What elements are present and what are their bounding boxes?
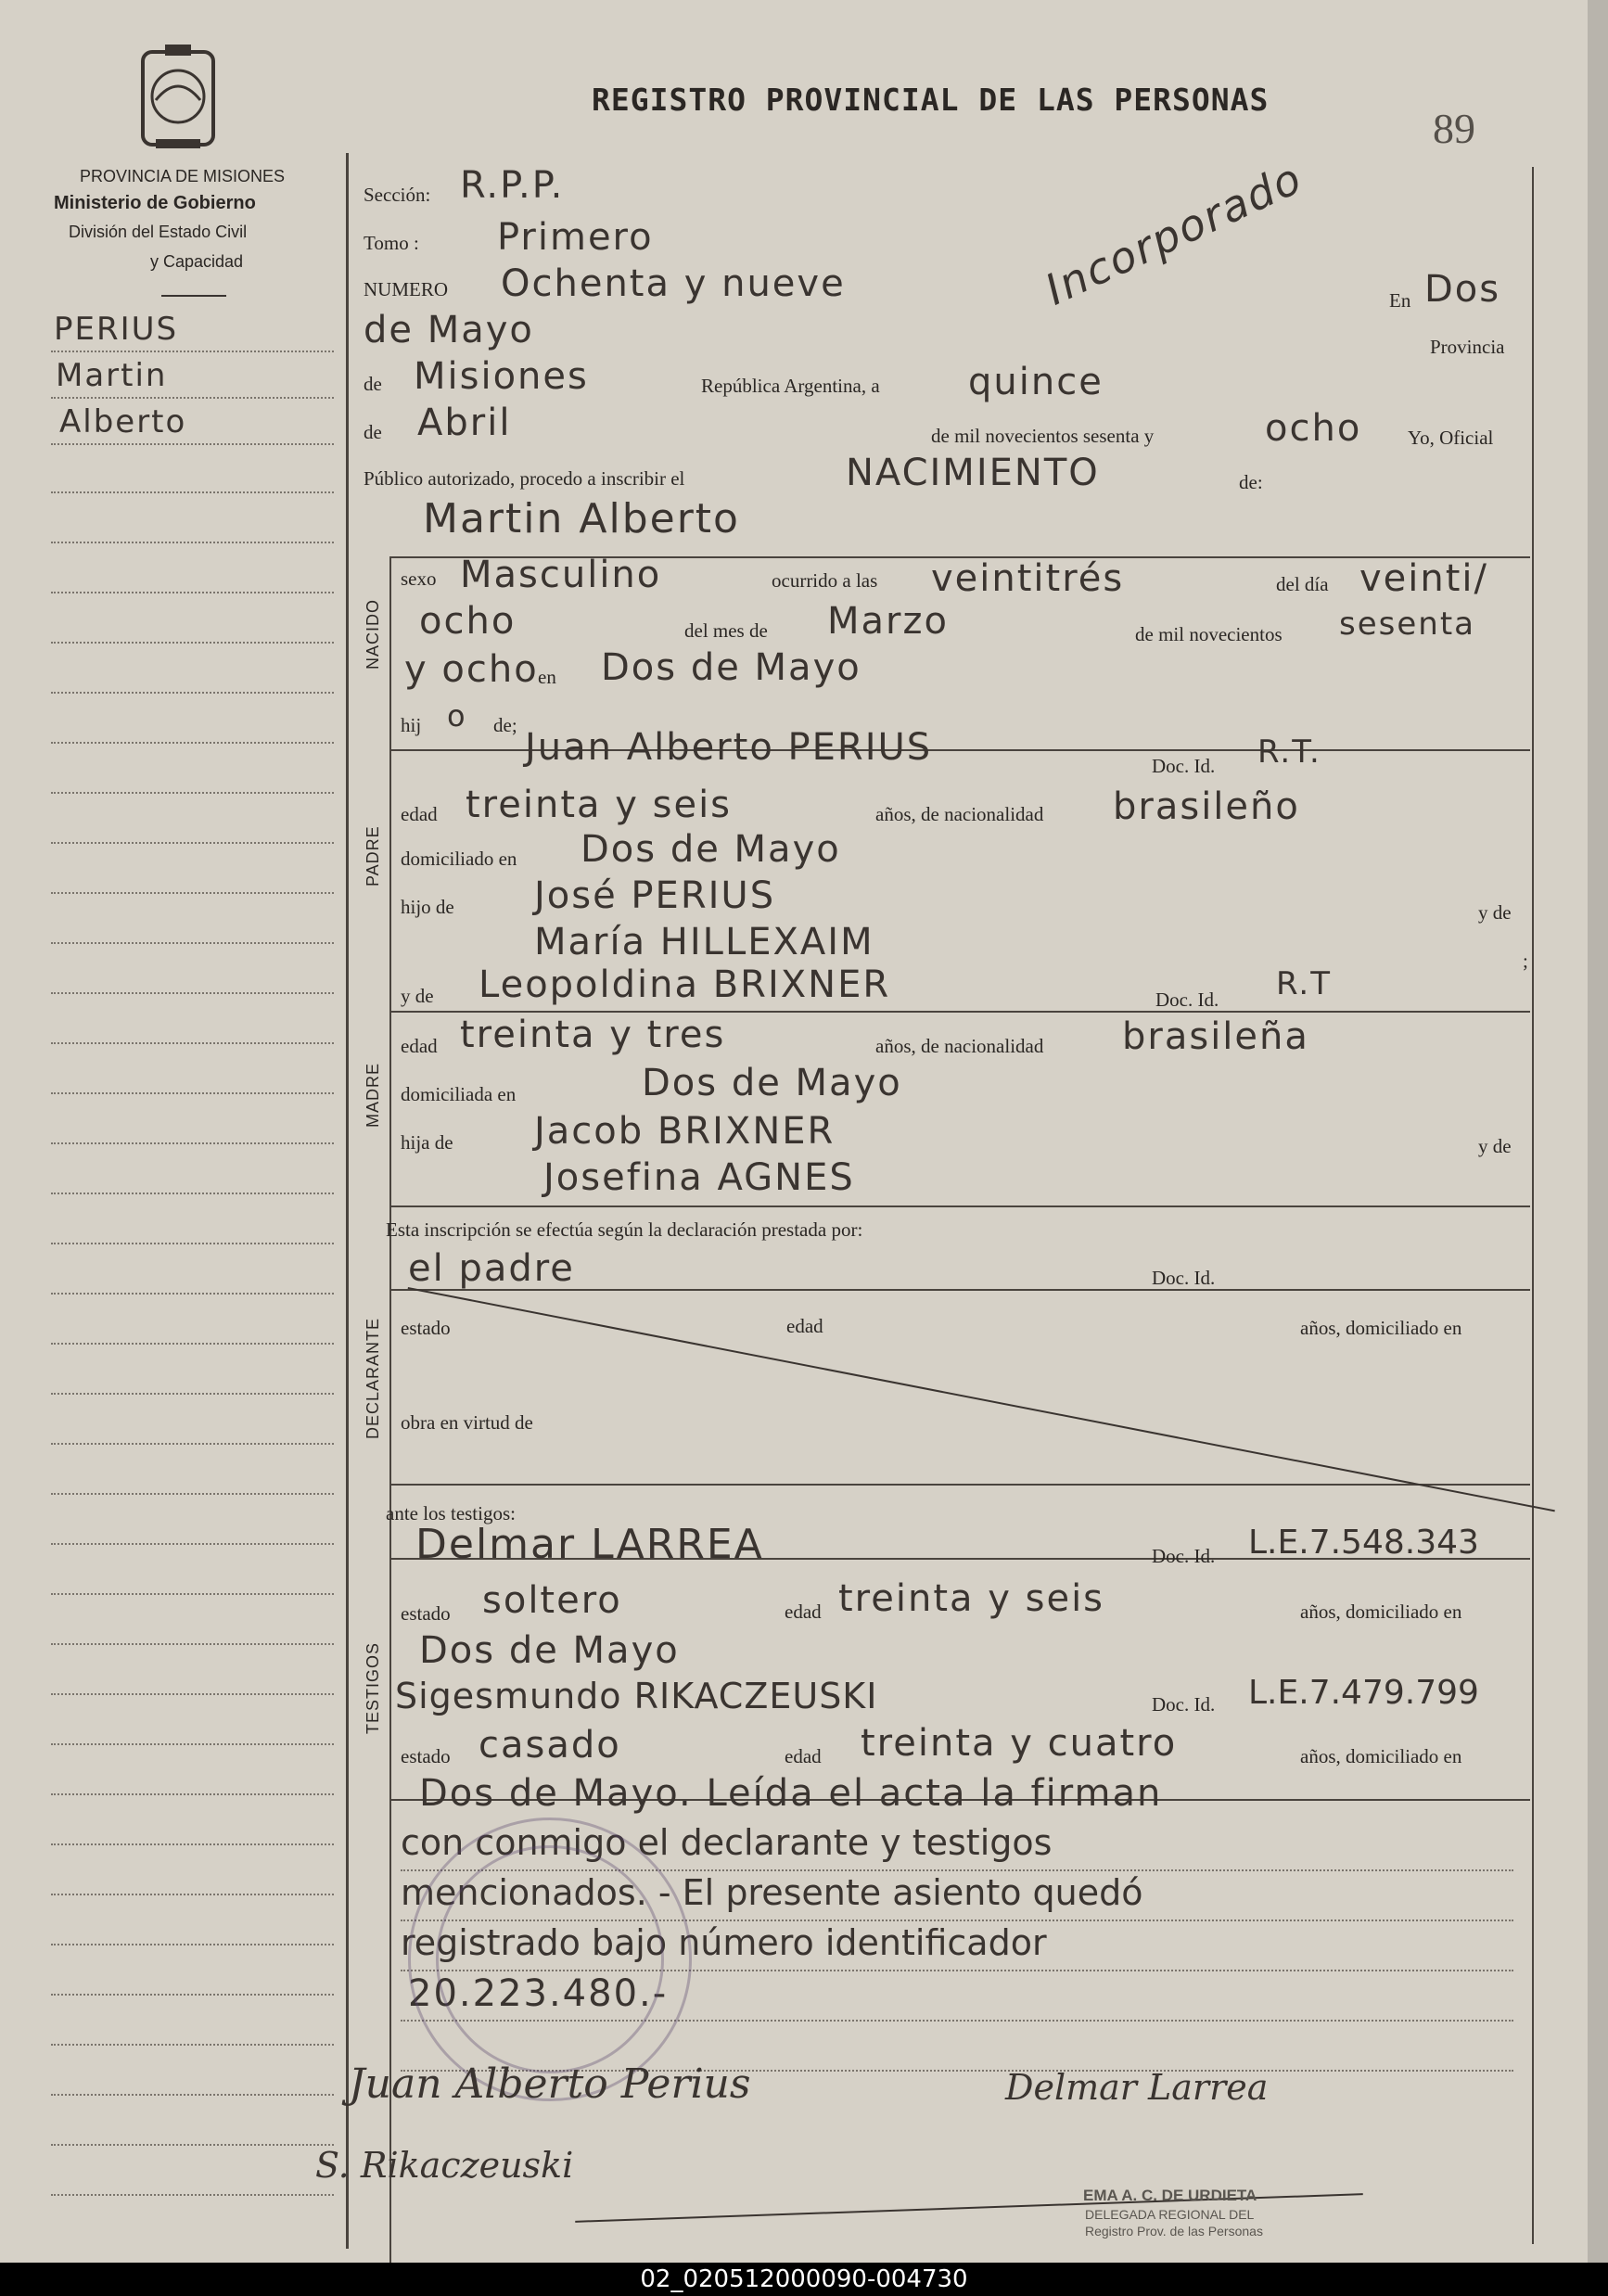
signature-testigo1: Delmar Larrea bbox=[1005, 2067, 1269, 2108]
provincia-label: PROVINCIA DE MISIONES bbox=[80, 167, 286, 185]
page-title: REGISTRO PROVINCIAL DE LAS PERSONAS bbox=[592, 82, 1270, 118]
dia-nac1-value: veinti/ bbox=[1359, 557, 1489, 600]
provincia-label-inline: Provincia bbox=[1430, 336, 1505, 358]
signature-testigo2: S. Rikaczeuski bbox=[315, 2145, 574, 2186]
mil-label: de mil novecientos sesenta y bbox=[931, 425, 1155, 447]
de-label-3: de: bbox=[1239, 471, 1263, 493]
padre-hijode-label: hijo de bbox=[401, 896, 454, 918]
madre-nac-label: años, de nacionalidad bbox=[875, 1035, 1044, 1057]
page-number: 89 bbox=[1433, 105, 1475, 152]
madre-yde-label: y de bbox=[401, 985, 434, 1007]
testigo1-estado-value: soltero bbox=[482, 1579, 622, 1622]
madre-top-rule bbox=[389, 1011, 1530, 1013]
testigo1-edad-label: edad bbox=[785, 1601, 822, 1623]
numero-label: NUMERO bbox=[364, 278, 449, 300]
de-label-1: de bbox=[364, 373, 382, 395]
declarante-dom-label: años, domiciliado en bbox=[1300, 1317, 1462, 1339]
padre-yde-label: y de bbox=[1478, 901, 1512, 924]
testigo1-dom-value: Dos de Mayo bbox=[419, 1629, 680, 1672]
testigo2-edad-value: treinta y cuatro bbox=[861, 1722, 1178, 1765]
yo-label: Yo, Oficial bbox=[1408, 427, 1494, 449]
seccion-label: Sección: bbox=[364, 184, 431, 206]
right-frame-line bbox=[1532, 167, 1534, 2244]
provincia-value: Misiones bbox=[414, 355, 589, 398]
testigo2-doc-label: Doc. Id. bbox=[1152, 1693, 1216, 1716]
padre-dom-value: Dos de Mayo bbox=[581, 828, 841, 871]
margin-firstname: Martin bbox=[56, 357, 168, 394]
madre-dom-label: domiciliada en bbox=[401, 1083, 517, 1105]
madre-nombre-value: Leopoldina BRIXNER bbox=[479, 963, 891, 1006]
de-label-2: de bbox=[364, 421, 382, 443]
madre-yde2-label: y de bbox=[1478, 1135, 1512, 1157]
officer-stamp-office: Registro Prov. de las Personas bbox=[1085, 2224, 1263, 2239]
incorporado-stamp: Incorporado bbox=[1037, 152, 1310, 315]
declarante-edad-label: edad bbox=[786, 1315, 823, 1337]
signature-padre: Juan Alberto Perius bbox=[349, 2060, 751, 2108]
acto-value: NACIMIENTO bbox=[846, 452, 1100, 494]
testigo1-edad-value: treinta y seis bbox=[838, 1577, 1105, 1620]
testigo1-doc-value: L.E.7.548.343 bbox=[1248, 1524, 1479, 1562]
scan-edge bbox=[1588, 0, 1608, 2263]
nombre-value: Martin Alberto bbox=[423, 495, 740, 542]
hora-value: veintitrés bbox=[931, 557, 1125, 600]
ocurrido-label: ocurrido a las bbox=[772, 569, 878, 592]
dia-nac2-value: ocho bbox=[419, 600, 517, 643]
hij-label: hij bbox=[401, 714, 422, 736]
nota-line-1: con conmigo el declarante y testigos bbox=[401, 1822, 1053, 1863]
hijo-sufijo-value: o bbox=[447, 698, 467, 733]
en-label: En bbox=[1389, 289, 1411, 312]
testigo2-doc-value: L.E.7.479.799 bbox=[1248, 1674, 1479, 1712]
madre-nac-value: brasileña bbox=[1122, 1015, 1309, 1058]
lugar2-value: de Mayo bbox=[364, 309, 534, 351]
en2-label: en bbox=[538, 666, 556, 688]
de4-label: de; bbox=[493, 714, 517, 736]
testigo2-value: Sigesmundo RIKACZEUSKI bbox=[395, 1676, 878, 1716]
nota-line-4: 20.223.480.- bbox=[408, 1972, 669, 2015]
padre-side-label: PADRE bbox=[364, 825, 382, 887]
republica-label: República Argentina, a bbox=[701, 375, 880, 397]
nota-line-3: registrado bajo número identificador bbox=[401, 1922, 1047, 1963]
official-seal-inner bbox=[436, 1845, 664, 2073]
testigos-side-label: TESTIGOS bbox=[364, 1641, 382, 1734]
padre-doc-label: Doc. Id. bbox=[1152, 755, 1216, 777]
nota-line-2: mencionados. - El presente asiento quedó bbox=[401, 1872, 1143, 1913]
testigo2-dom-label: años, domiciliado en bbox=[1300, 1745, 1462, 1767]
declarante-doc-label: Doc. Id. bbox=[1152, 1267, 1216, 1289]
ministerio-label: Ministerio de Gobierno bbox=[54, 193, 256, 213]
sexo-label: sexo bbox=[401, 568, 437, 590]
officer-stamp-name: EMA A. C. DE URDIETA bbox=[1083, 2187, 1257, 2204]
padre-dom-label: domiciliado en bbox=[401, 848, 517, 870]
testigo1-doc-label: Doc. Id. bbox=[1152, 1545, 1216, 1567]
testigos-label: ante los testigos: bbox=[386, 1502, 516, 1524]
tomo-label: Tomo : bbox=[364, 232, 419, 254]
left-frame-line bbox=[346, 153, 349, 2249]
madre-edad-value: treinta y tres bbox=[460, 1014, 726, 1056]
madre-madre-value: Josefina AGNES bbox=[543, 1156, 855, 1199]
image-id-footer: 02_020512000090-004730 bbox=[0, 2263, 1608, 2296]
madre-dom-value: Dos de Mayo bbox=[642, 1062, 902, 1104]
provincial-crest-icon bbox=[137, 45, 219, 154]
anio-nac1-value: sesenta bbox=[1339, 606, 1475, 643]
madre-doc-value: R.T bbox=[1276, 965, 1332, 1002]
testigo2-estado-value: casado bbox=[479, 1724, 621, 1767]
declarante-bottom-rule bbox=[389, 1484, 1530, 1486]
madre-hijade-label: hija de bbox=[401, 1131, 453, 1154]
lugar1-value: Dos bbox=[1424, 268, 1501, 311]
madre-doc-label: Doc. Id. bbox=[1155, 989, 1219, 1011]
testigo1-value: Delmar LARREA bbox=[415, 1521, 764, 1568]
madre-padre-value: Jacob BRIXNER bbox=[534, 1110, 836, 1153]
testigo1-estado-label: estado bbox=[401, 1602, 451, 1625]
tomo-value: Primero bbox=[497, 216, 654, 259]
inner-frame-line bbox=[389, 556, 391, 2263]
padre-madre-value: María HILLEXAIM bbox=[534, 921, 874, 963]
anio-value: ocho bbox=[1265, 407, 1362, 450]
declarante-side-label: DECLARANTE bbox=[364, 1317, 382, 1439]
seccion-value: R.P.P. bbox=[460, 164, 565, 207]
madre-edad-label: edad bbox=[401, 1035, 438, 1057]
nacido-side-label: NACIDO bbox=[364, 598, 382, 670]
demil-label: de mil novecientos bbox=[1135, 623, 1283, 645]
capacidad-label: y Capacidad bbox=[150, 252, 244, 271]
testigo2-dom-value: Dos de Mayo. Leída el acta la firman bbox=[419, 1772, 1163, 1815]
numero-value: Ochenta y nueve bbox=[501, 262, 846, 305]
obra-label: obra en virtud de bbox=[401, 1411, 533, 1434]
padre-nac-value: brasileño bbox=[1113, 785, 1300, 828]
padre-edad-label: edad bbox=[401, 803, 438, 825]
madre-bottom-rule bbox=[389, 1205, 1530, 1207]
margin-middlename: Alberto bbox=[59, 403, 187, 440]
padre-edad-value: treinta y seis bbox=[466, 784, 733, 826]
publico-label: Público autorizado, procedo a inscribir el bbox=[364, 467, 685, 490]
division-label: División del Estado Civil bbox=[69, 223, 248, 241]
testigo2-estado-label: estado bbox=[401, 1745, 451, 1767]
declaracion-label: Esta inscripción se efectúa según la declaración prestada por: bbox=[386, 1218, 863, 1241]
margin-surname: PERIUS bbox=[54, 311, 179, 348]
testigo1-dom-label: años, domiciliado en bbox=[1300, 1601, 1462, 1623]
declarante-value: el padre bbox=[408, 1247, 575, 1290]
header-divider bbox=[161, 295, 226, 297]
padre-nac-label: años, de nacionalidad bbox=[875, 803, 1044, 825]
semicolon-label: ; bbox=[1523, 950, 1528, 972]
testigo2-edad-label: edad bbox=[785, 1745, 822, 1767]
sexo-value: Masculino bbox=[460, 554, 662, 596]
mes-nac-value: Marzo bbox=[827, 600, 949, 643]
madre-side-label: MADRE bbox=[364, 1062, 382, 1128]
dia-value: quince bbox=[968, 361, 1104, 403]
padre-padre-value: José PERIUS bbox=[534, 874, 776, 917]
declarante-estado-label: estado bbox=[401, 1317, 451, 1339]
delmes-label: del mes de bbox=[684, 619, 768, 642]
padre-nombre-value: Juan Alberto PERIUS bbox=[525, 726, 933, 769]
lugar-nac-value: Dos de Mayo bbox=[601, 646, 861, 689]
mes-value: Abril bbox=[417, 402, 512, 444]
padre-doc-value: R.T. bbox=[1257, 733, 1321, 771]
anio-nac2-value: y ocho bbox=[404, 648, 539, 691]
deldia-label: del día bbox=[1276, 573, 1329, 595]
officer-stamp-role: DELEGADA REGIONAL DEL bbox=[1085, 2207, 1255, 2222]
